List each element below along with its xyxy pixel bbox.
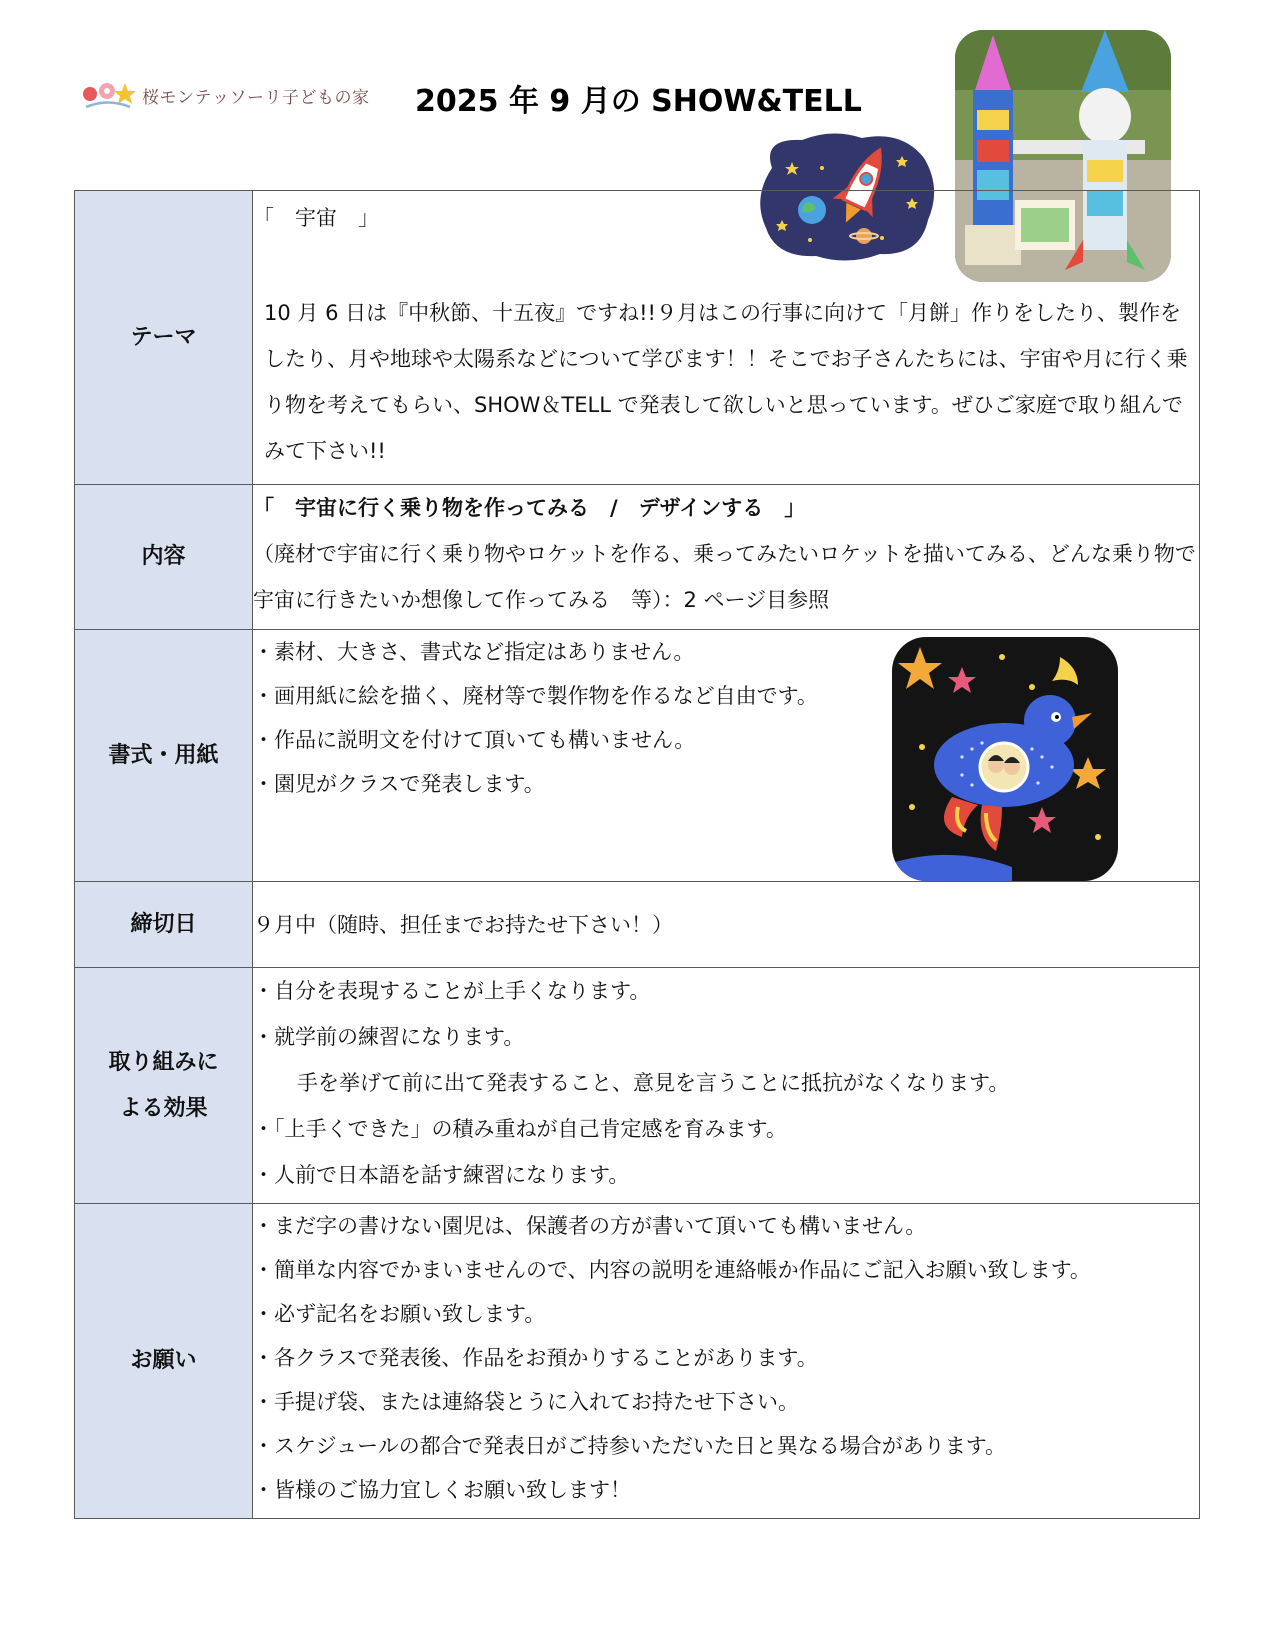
- requests-item: ・手提げ袋、または連絡袋とうに入れてお持たせ下さい。: [253, 1390, 799, 1414]
- format-item: ・作品に説明文を付けて頂いても構いません。: [253, 728, 696, 752]
- effects-item: 手を挙げて前に出て発表すること、意見を言うことに抵抗がなくなります。: [297, 1071, 1010, 1095]
- theme-body: 10 月 6 日は『中秋節、十五夜』ですね!!９月はこの行事に向けて「月餅」作りをしたり、製作をしたり、月や地球や太陽系などについて学びます！！そこでお子さんたちには、宇宙や月に行く乗り物を考えてもらい、SHOW＆TELL で発表して欲しいと思っています。ぜひご家庭で取り組んでみて下さい!!: [264, 301, 1188, 463]
- theme-label: テーマ: [75, 191, 253, 485]
- requests-item: ・必ず記名をお願い致します。: [253, 1302, 546, 1326]
- effects-label-line: よる効果: [119, 1095, 208, 1121]
- content-row: [75, 485, 1200, 630]
- format-item: ・画用紙に絵を描く、廃材等で製作物を作るなど自由です。: [253, 684, 818, 708]
- format-item: ・園児がクラスで発表します。: [253, 772, 545, 796]
- deadline-row: [75, 882, 1200, 968]
- requests-item: ・まだ字の書けない園児は、保護者の方が書いて頂いても構いません。: [253, 1214, 927, 1238]
- school-name: 桜モンテッソーリ子どもの家: [142, 87, 370, 108]
- content-body: （廃材で宇宙に行く乗り物やロケットを作る、乗ってみたいロケットを描いてみる、どんな乗り物で宇宙に行きたいか想像して作ってみる 等）：2 ページ目参照: [253, 542, 1196, 612]
- requests-label: お願い: [75, 1204, 253, 1519]
- bird-rocket-painting: [892, 637, 1118, 881]
- deadline-text: ９月中（随時、担任までお持たせ下さい！）: [253, 912, 673, 937]
- effects-row: [75, 968, 1200, 1204]
- format-item: ・素材、大きさ、書式など指定はありません。: [253, 640, 695, 664]
- theme-heading: 「 宇宙 」: [253, 206, 379, 230]
- format-label: 書式・用紙: [75, 630, 253, 882]
- school-logo: [80, 78, 370, 112]
- content-label: 内容: [75, 485, 253, 630]
- requests-item: ・皆様のご協力宜しくお願い致します！: [253, 1478, 631, 1502]
- effects-item: ・就学前の練習になります。: [253, 1025, 525, 1049]
- deadline-label: 締切日: [75, 882, 253, 968]
- effects-item: ・人前で日本語を話す練習になります。: [253, 1163, 630, 1187]
- effects-item: ・自分を表現することが上手くなります。: [253, 979, 651, 1003]
- requests-row: [75, 1204, 1200, 1519]
- effects-item: ・「上手くできた」の積み重ねが自己肯定感を育みます。: [253, 1117, 787, 1141]
- requests-item: ・簡単な内容でかまいませんので、内容の説明を連絡帳か作品にご記入お願い致します。: [253, 1258, 1091, 1282]
- effects-label-line: 取り組みに: [108, 1049, 219, 1075]
- requests-item: ・スケジュールの都合で発表日がご持参いただいた日と異なる場合があります。: [253, 1434, 1007, 1458]
- page-title: 2025 年 9 月の SHOW&TELL: [415, 84, 862, 119]
- requests-item: ・各クラスで発表後、作品をお預かりすることがあります。: [253, 1346, 818, 1370]
- logo-flower-icon: [80, 78, 136, 112]
- content-heading: 「 宇宙に行く乗り物を作ってみる / デザインする 」: [253, 496, 806, 520]
- effects-label: [75, 968, 253, 1204]
